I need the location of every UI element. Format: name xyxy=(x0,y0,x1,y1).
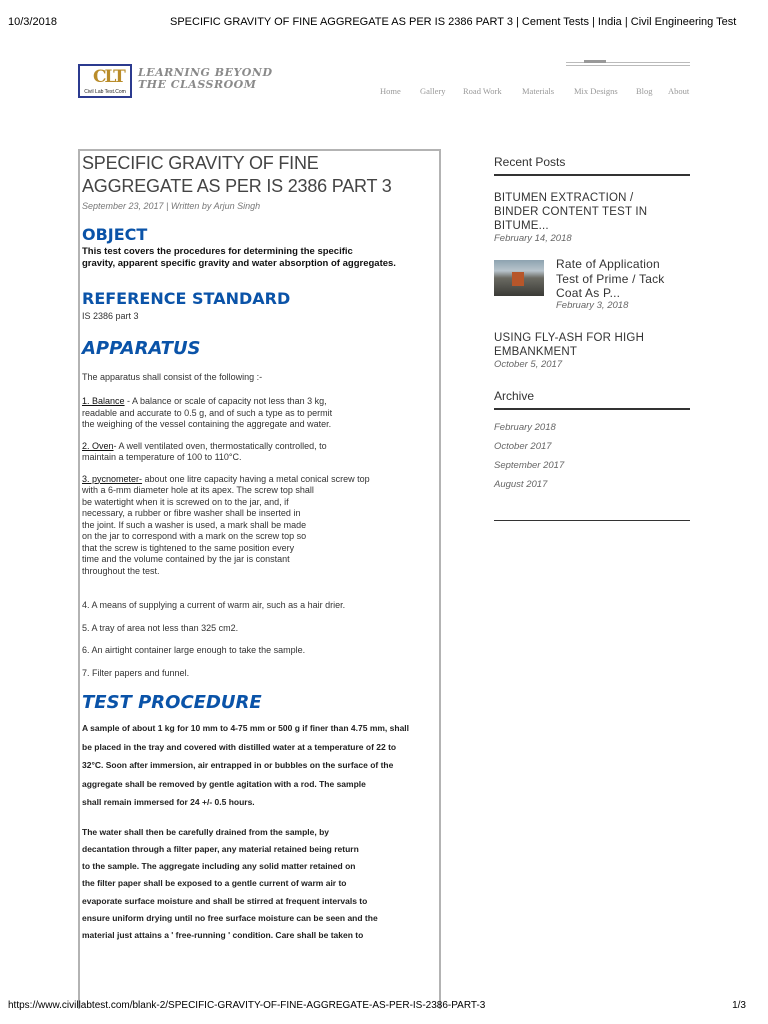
recent-post-3[interactable] xyxy=(494,331,690,370)
nav-item-about[interactable]: About xyxy=(668,86,690,96)
article-box xyxy=(78,149,441,1009)
pycnometer-text: about one litre capacity having a metal conical screw top xyxy=(142,473,370,484)
apparatus-item-pycnometer xyxy=(82,474,435,578)
archive-heading: Archive xyxy=(494,389,535,403)
recent-post-title[interactable] xyxy=(494,331,690,359)
procedure-line: the filter paper shall be exposed to a gentle current of warm air to xyxy=(82,878,347,889)
header-search-bar[interactable] xyxy=(566,62,690,66)
recent-post-date: February 3, 2018 xyxy=(556,300,629,311)
search-bar-marker xyxy=(584,60,606,63)
pycnometer-text: throughout the test. xyxy=(82,565,160,576)
procedure-line: The water shall then be carefully drained from the sample, by xyxy=(82,826,330,837)
pycnometer-text: the joint. If such a washer is used, a mark shall be made xyxy=(82,519,307,530)
section-heading-test-procedure: TEST PROCEDURE xyxy=(82,692,262,713)
oven-text: - A well ventilated oven, thermostatically controlled, to xyxy=(113,440,327,451)
procedure-line: A sample of about 1 kg for 10 mm to 4-75 mm or 500 g if finer than 4.75 mm, shall xyxy=(82,723,410,733)
nav-item-materials[interactable]: Materials xyxy=(522,86,555,96)
procedure-line: to the sample. The aggregate including any solid matter retained on xyxy=(82,861,356,872)
pycnometer-text: that the screw is tightened to the same position every xyxy=(82,542,295,553)
recent-post-title-line: Test of Prime / Tack xyxy=(556,271,665,286)
archive-divider xyxy=(494,408,690,410)
archive-link-oct-2017[interactable]: October 2017 xyxy=(494,441,552,452)
nav-item-blog[interactable]: Blog xyxy=(636,86,653,96)
recent-post-title-line: BITUME... xyxy=(494,220,549,232)
print-date: 10/3/2018 xyxy=(8,16,57,28)
apparatus-item-oven xyxy=(82,441,435,464)
print-page-number: 1/3 xyxy=(732,1000,746,1011)
archive-link-aug-2017[interactable]: August 2017 xyxy=(494,479,548,490)
object-text-line: gravity, apparent specific gravity and water absorption of aggregates. xyxy=(82,258,396,269)
print-url: https://www.civillabtest.com/blank-2/SPECIFIC-GRAVITY-OF-FINE-AGGREGATE-AS-PER-IS-2386-PART-3 xyxy=(8,1000,486,1011)
logo-caption: Civil Lab Test.Com xyxy=(84,89,126,95)
tagline-line-2: THE CLASSROOM xyxy=(138,78,257,91)
nav-item-mix-designs[interactable]: Mix Designs xyxy=(574,86,618,96)
recent-posts-heading: Recent Posts xyxy=(494,155,566,169)
nav-item-road-work[interactable]: Road Work xyxy=(463,86,502,96)
recent-post-2[interactable] xyxy=(494,257,690,327)
pycnometer-label: 3. pycnometer- xyxy=(82,473,143,484)
article-byline: September 23, 2017 | Written by Arjun Singh xyxy=(82,201,261,211)
procedure-line: shall remain immersed for 24 +/- 0.5 hours. xyxy=(82,797,255,807)
recent-post-title-line: Rate of Application xyxy=(556,257,660,271)
recent-post-title-line: Coat As P... xyxy=(556,286,621,300)
recent-post-title-line: EMBANKMENT xyxy=(494,346,578,358)
section-heading-object: OBJECT xyxy=(82,225,148,244)
recent-post-title-line: BINDER CONTENT TEST IN xyxy=(494,206,648,218)
site-logo[interactable] xyxy=(78,64,132,98)
pycnometer-text: necessary, a rubber or fibre washer shall be inserted in xyxy=(82,508,301,518)
article-title xyxy=(82,152,435,198)
section-heading-apparatus: APPARATUS xyxy=(82,337,201,359)
procedure-line: ensure uniform drying until no free surface moisture can be seen and the xyxy=(82,912,378,923)
print-footer xyxy=(8,1000,758,1014)
procedure-line: 32°C. Soon after immersion, air entrapped in or bubbles on the surface of the xyxy=(82,760,394,770)
apparatus-item-6: 6. An airtight container large enough to take the sample. xyxy=(82,645,306,655)
recent-post-title[interactable] xyxy=(556,257,690,301)
recent-post-date: October 5, 2017 xyxy=(494,359,563,370)
apparatus-item-5: 5. A tray of area not less than 325 cm2. xyxy=(82,622,239,633)
pycnometer-text: with a 6-mm diameter hole at its apex. The screw top shall xyxy=(82,485,314,495)
print-header xyxy=(8,16,758,30)
apparatus-intro: The apparatus shall consist of the following :- xyxy=(82,371,263,382)
procedure-line: decantation through a filter paper, any material retained being return xyxy=(82,843,359,854)
pycnometer-text: on the jar to correspond with a mark on the screw top so xyxy=(82,531,307,541)
recent-posts-divider xyxy=(494,174,690,176)
post-thumbnail-image[interactable] xyxy=(494,260,544,296)
site-tagline xyxy=(138,67,272,91)
sidebar xyxy=(494,155,690,521)
procedure-line: material just attains a ' free-running ' condition. Care shall be taken to xyxy=(82,930,364,941)
article-title-line-1: SPECIFIC GRAVITY OF FINE xyxy=(82,153,319,173)
thumbnail-truck-shape xyxy=(512,272,524,286)
apparatus-item-4: 4. A means of supplying a current of warm air, such as a hair drier. xyxy=(82,600,346,610)
object-text-line: This test covers the procedures for determining the specific xyxy=(82,246,353,257)
balance-text: - A balance or scale of capacity not less than 3 kg, xyxy=(124,396,327,406)
apparatus-item-balance xyxy=(82,396,435,431)
print-page-title: SPECIFIC GRAVITY OF FINE AGGREGATE AS PER IS 2386 PART 3 | Cement Tests | India | Civil Engineering Test xyxy=(170,16,737,28)
procedure-line: be placed in the tray and covered with distilled water at a temperature of 22 to xyxy=(82,741,397,752)
balance-text: readable and accurate to 0.5 g, and of such a type as to permit xyxy=(82,407,333,418)
balance-label: 1. Balance xyxy=(82,396,125,406)
tagline-line-1: LEARNING BEYOND xyxy=(138,66,273,79)
archive-link-feb-2018[interactable]: February 2018 xyxy=(494,422,556,433)
recent-post-title-line: USING FLY-ASH FOR HIGH xyxy=(494,332,645,344)
pycnometer-text: be watertight when it is screwed on to the jar, and, if xyxy=(82,496,289,507)
logo-letters: CLT xyxy=(93,67,124,87)
oven-label: 2. Oven xyxy=(82,440,114,451)
article-title-line-2: AGGREGATE AS PER IS 2386 PART 3 xyxy=(82,176,392,196)
archive-link-sep-2017[interactable]: September 2017 xyxy=(494,460,565,471)
recent-post-title[interactable] xyxy=(494,191,690,233)
apparatus-item-7: 7. Filter papers and funnel. xyxy=(82,667,190,678)
oven-text: maintain a temperature of 100 to 110°C. xyxy=(82,452,242,462)
section-heading-reference: REFERENCE STANDARD xyxy=(82,289,291,308)
procedure-line: evaporate surface moisture and shall be stirred at frequent intervals to xyxy=(82,895,368,906)
procedure-paragraph-2 xyxy=(82,824,435,945)
reference-text: IS 2386 part 3 xyxy=(82,311,139,321)
object-text xyxy=(82,246,435,270)
recent-post-title-line: BITUMEN EXTRACTION / xyxy=(494,192,634,204)
recent-post-1[interactable] xyxy=(494,191,690,244)
sidebar-bottom-divider xyxy=(494,520,690,521)
balance-text: the weighing of the vessel containing the aggregate and water. xyxy=(82,419,332,429)
nav-item-home[interactable]: Home xyxy=(380,86,401,96)
pycnometer-text: time and the volume contained by the jar is constant xyxy=(82,554,290,564)
procedure-paragraph-1 xyxy=(82,719,435,812)
procedure-line: aggregate shall be removed by gentle agitation with a rod. The sample xyxy=(82,778,366,789)
recent-post-date: February 14, 2018 xyxy=(494,233,572,244)
nav-item-gallery[interactable]: Gallery xyxy=(420,86,446,96)
article-content xyxy=(82,152,435,945)
